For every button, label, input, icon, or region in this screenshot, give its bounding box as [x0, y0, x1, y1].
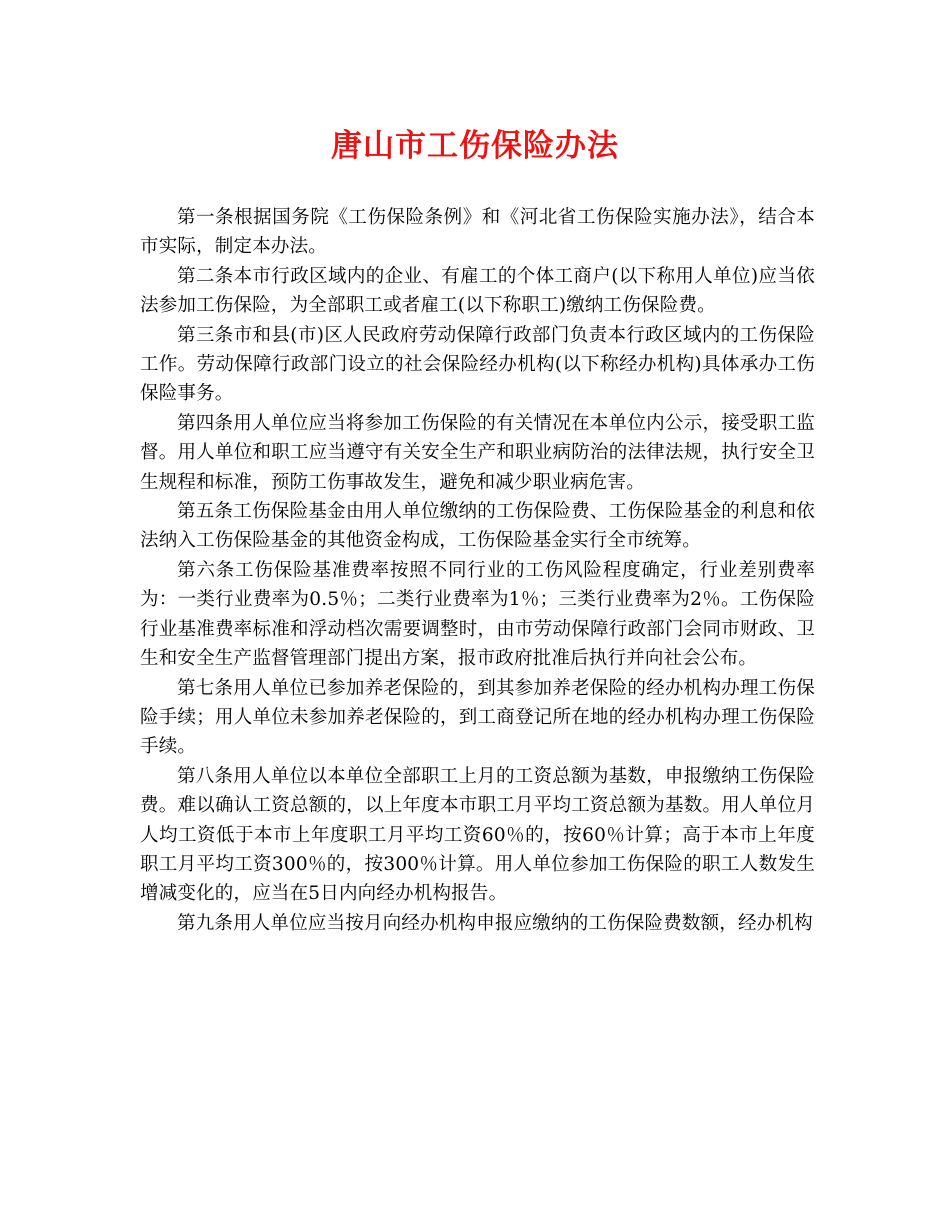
article-5-paragraph: 第五条工伤保险基金由用人单位缴纳的工伤保险费、工伤保险基金的利息和依法纳入工伤保险基金的其他资金构成，工伤保险基金实行全市统筹。	[140, 501, 815, 552]
article-2-paragraph: 第二条本市行政区域内的企业、有雇工的个体工商户(以下称用人单位)应当依法参加工伤保险，为全部职工或者雇工(以下称职工)缴纳工伤保险费。	[140, 265, 815, 317]
article-3-paragraph: 第三条市和县(市)区人民政府劳动保障行政部门负责本行政区域内的工伤保险工作。劳动保障行政部门设立的社会保险经办机构(以下称经办机构)具体承办工伤保险事务。	[140, 324, 815, 405]
article-8-paragraph: 第八条用人单位以本单位全部职工上月的工资总额为基数，申报缴纳工伤保险费。难以确认工资总额的，以上年度本市职工月平均工资总额为基数。用人单位月人均工资低于本市上年度职工月平均工资60％的，按60％计算；高于本市上年度职工月平均工资300％的，按300％计算。用人单位参加工伤保险的职工人数发生增减变化的，应当在5日内向经办机构报告。	[140, 765, 815, 905]
document-body	[140, 203, 815, 938]
document-title: 唐山市工伤保险办法	[331, 128, 619, 164]
article-6-paragraph: 第六条工伤保险基准费率按照不同行业的工伤风险程度确定，行业差别费率为：一类行业费率为0.5％；二类行业费率为1％；三类行业费率为2％。工伤保险行业基准费率标准和浮动档次需要调整时，由市劳动保障行政部门会同市财政、卫生和安全生产监督管理部门提出方案，报市政府批准后执行并向社会公布。	[140, 559, 815, 670]
article-9-paragraph: 第九条用人单位应当按月向经办机构申报应缴纳的工伤保险费数额，经办机构	[177, 912, 813, 934]
article-4-paragraph: 第四条用人单位应当将参加工伤保险的有关情况在本单位内公示，接受职工监督。用人单位和职工应当遵守有关安全生产和职业病防治的法律法规，执行安全卫生规程和标准，预防工伤事故发生，避免和减少职业病危害。	[140, 412, 815, 493]
article-1-paragraph: 第一条根据国务院《工伤保险条例》和《河北省工伤保险实施办法》，结合本市实际，制定本办法。	[140, 207, 815, 258]
article-7-paragraph: 第七条用人单位已参加养老保险的，到其参加养老保险的经办机构办理工伤保险手续；用人单位未参加养老保险的，到工商登记所在地的经办机构办理工伤保险手续。	[140, 677, 815, 758]
